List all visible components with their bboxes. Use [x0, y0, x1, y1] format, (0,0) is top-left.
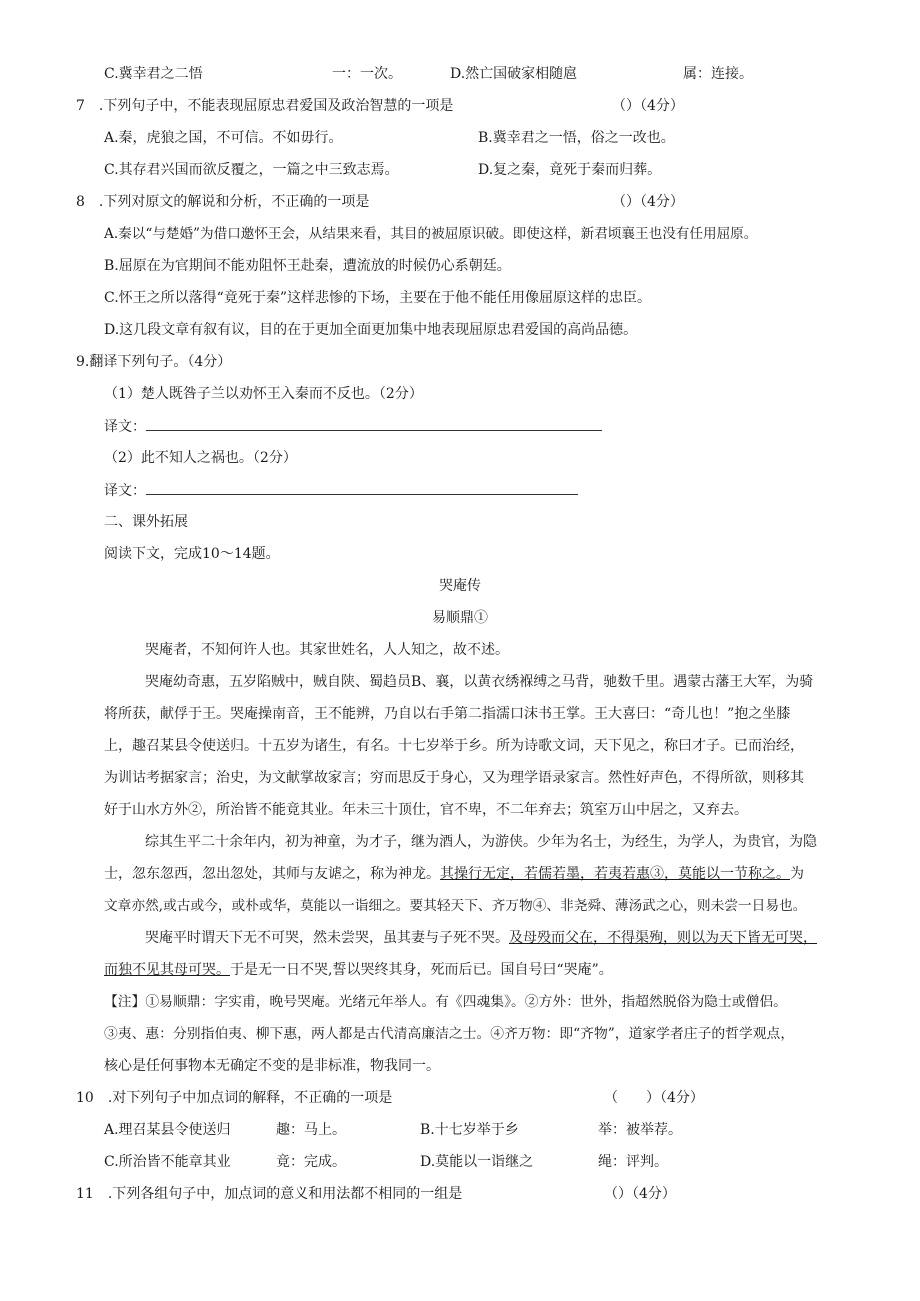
passage-p4-line [145, 928, 817, 948]
q7-option-b: B.冀幸君之一悟，俗之一改也。 [478, 130, 675, 146]
q10-option-c: C.所治皆不能章其业 [104, 1154, 231, 1170]
passage-p2-line: 哭庵幼奇惠，五岁陷贼中，贼自陕、蜀趋员B、襄，以黄衣绣褓缚之马背，驰数千里。遇蒙古藩王大军，为骑 [145, 674, 814, 690]
passage-text: 士，忽东忽西，忽出忽处，其师与友谑之，称为神龙。 [104, 866, 440, 882]
passage-text: 哭庵平时谓天下无不可哭，然未尝哭，虽其妻与子死不哭。 [145, 930, 509, 946]
q8-option-b: B.屈原在为官期间不能劝阻怀王赴秦，遭流放的时候仍心系朝廷。 [104, 258, 511, 274]
q11-score: （）（4分） [604, 1186, 676, 1202]
q6-option-d: D.然亡国破家相随扈 [450, 66, 578, 82]
q6-option-c: C.冀幸君之二悟 [104, 66, 203, 82]
passage-p2-line: 好于山水方外②，所治皆不能竟其业。年未三十顶仕，官不卑，不二年弃去；筑室万山中居之，又弃去。 [104, 802, 748, 818]
q10-stem: 10 .对下列句子中加点词的解释，不正确的一项是 [76, 1090, 393, 1106]
q9-answer-2 [104, 480, 578, 501]
q10-option-a: A.理召某县令使送归 [104, 1122, 231, 1138]
section-title: 二、课外拓展 [104, 514, 188, 530]
answer-line-2[interactable] [146, 480, 578, 495]
passage-p2-line: 将所获，献俘于王。哭庵操南音，王不能辨，乃自以右手第二指濡口沫书王掌。王大喜曰：“奇儿也！”抱之坐膝 [104, 706, 791, 722]
q10-option-a-note: 趣：马上。 [276, 1122, 346, 1138]
q6-option-d-note: 属：连接。 [683, 66, 753, 82]
passage-p3-line: 文章亦然,或古或今，或朴或华，莫能以一诣细之。要其轻天下、齐万物④、非尧舜、薄汤武之心，则未尝一日易也。 [104, 898, 807, 914]
passage-text: 于是无一日不哭,誓以哭终其身，死而后已。国自号曰“哭庵”。 [230, 962, 613, 978]
q11-stem: 11 .下列各组句子中，加点词的意义和用法都不相同的一组是 [76, 1186, 463, 1202]
q10-score: （ ）（4分） [604, 1090, 704, 1106]
q9-stem: 9.翻译下列句子。（4分） [76, 354, 232, 370]
underlined-sentence: 及母殁而父在，不得渠殉，则以为天下皆无可哭， [509, 930, 817, 946]
q9-answer-1 [104, 416, 602, 437]
q9-sentence-2: （2）此不知人之祸也。（2分） [104, 450, 297, 466]
q7-option-c: C.其存君兴国而欲反覆之，一篇之中三致志焉。 [104, 162, 399, 178]
passage-text: 为 [790, 866, 804, 882]
q10-option-d-note: 绳：评判。 [598, 1154, 668, 1170]
passage-note-line: 核心是任何事物本无确定不变的是非标准，物我同一。 [104, 1058, 440, 1074]
q8-option-c: C.怀王之所以落得“竟死于秦”这样悲惨的下场，主要在于他不能任用像屈原这样的忠臣。 [104, 290, 651, 306]
q7-score: （）（4分） [612, 98, 684, 114]
section-instruction: 阅读下文，完成10～14题。 [104, 546, 280, 562]
q10-option-b-note: 举：被举荐。 [598, 1122, 682, 1138]
q10-option-c-note: 竟：完成。 [276, 1154, 346, 1170]
q6-option-c-note: 一：一次。 [332, 66, 402, 82]
q10-option-b: B.十七岁举于乡 [420, 1122, 519, 1138]
passage-paragraph-1: 哭庵者，不知何许人也。其家世姓名，人人知之，故不述。 [145, 642, 509, 658]
q7-stem: 7 .下列句子中，不能表现屈原忠君爱国及政治智慧的一项是 [76, 98, 454, 114]
q8-option-a: A.秦以“与楚婚”为借口邀怀王会，从结果来看，其目的被屈原识破。即使这样，新君顷襄王也没有任用屈原。 [104, 226, 758, 242]
q7-option-d: D.复之秦，竟死于秦而归葬。 [478, 162, 662, 178]
passage-p2-line: 上，趣召某县令使送归。十五岁为诸生，有名。十七岁举于乡。所为诗歌文词，天下见之，称曰才子。已而治经， [104, 738, 804, 754]
passage-title: 哭庵传 [439, 578, 481, 594]
q8-stem: 8 .下列对原文的解说和分析，不正确的一项是 [76, 194, 370, 210]
q7-option-a: A.秦，虎狼之国，不可信。不如毋行。 [104, 130, 343, 146]
passage-note-line: 【注】①易顺鼎：字实甫，晚号哭庵。光绪元年举人。有《四魂集》。②方外：世外，指超然脱俗为隐士或僧侣。 [104, 994, 787, 1010]
underlined-sentence: 其操行无定，若儒若墨，若夷若惠③，莫能以一节称之。 [440, 866, 790, 882]
q8-score: （）（4分） [612, 194, 684, 210]
passage-note-line: ③夷、惠：分别指伯夷、柳下惠，两人都是古代清高廉洁之士。④齐万物：即“齐物”，道家学者庄子的哲学观点， [104, 1026, 795, 1042]
q9-sentence-1: （1）楚人既咎子兰以劝怀王入秦而不反也。（2分） [104, 386, 423, 402]
q8-option-d: D.这几段文章有叙有议，目的在于更加全面更加集中地表现屈原忠君爱国的高尚品德。 [104, 322, 638, 338]
q10-option-d: D.莫能以一诣继之 [420, 1154, 534, 1170]
passage-p3-line: 综其生平二十余年内，初为神童，为才子，继为酒人，为游侠。少年为名士，为经生，为学人，为贵官，为隐 [145, 834, 817, 850]
answer-line-1[interactable] [146, 416, 602, 431]
passage-author: 易顺鼎① [432, 610, 488, 626]
passage-p3-line [104, 864, 804, 884]
underlined-sentence: 而独不见其母可哭。 [104, 962, 230, 978]
answer-label: 译文： [104, 419, 146, 435]
passage-p2-line: 为训诂考据家言；治史，为文献掌故家言；穷而思反于身心，又为理学语录家言。然性好声色，不得所欲，则移其 [104, 770, 804, 786]
answer-label: 译文： [104, 483, 146, 499]
passage-p4-line [104, 960, 613, 980]
